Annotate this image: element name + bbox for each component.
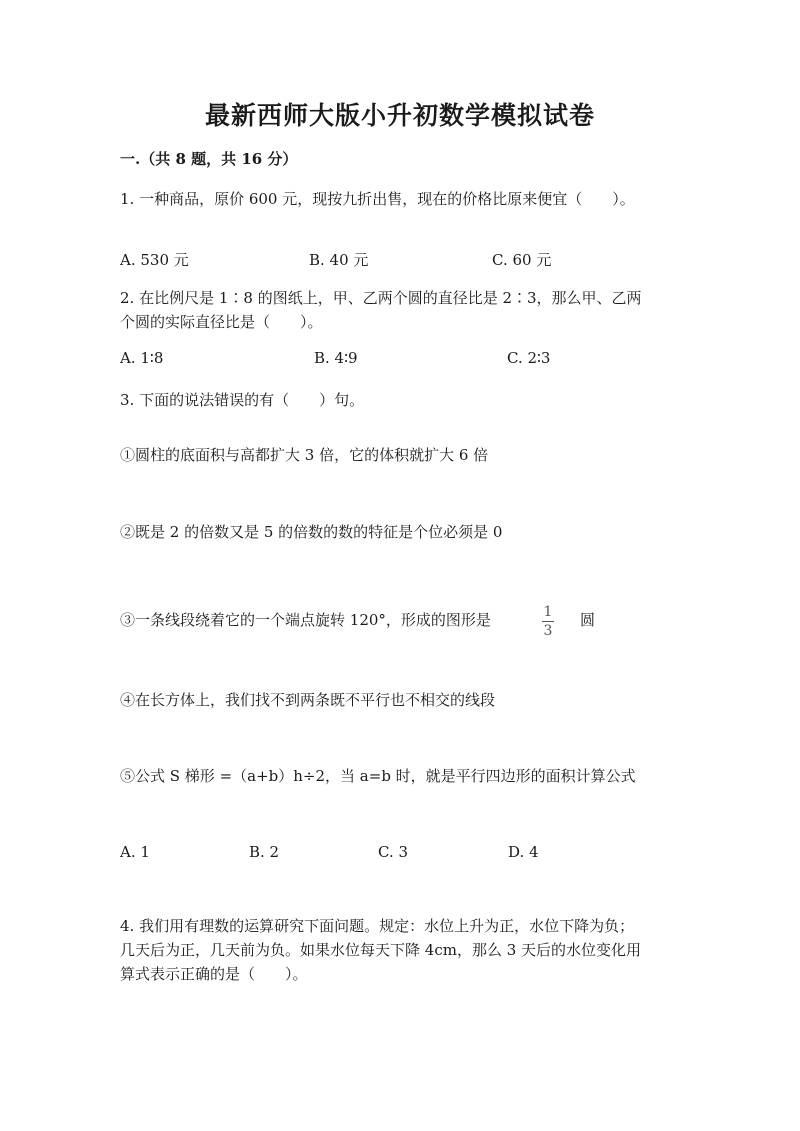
question-2-option-b: B. 4∶9 xyxy=(314,349,358,367)
question-3-option-c: C. 3 xyxy=(378,843,409,861)
question-4-stem-line-1: 4. 我们用有理数的运算研究下面问题。规定：水位上升为正，水位下降为负； xyxy=(120,917,635,935)
question-2-stem-line-1: 2. 在比例尺是 1∶8 的图纸上，甲、乙两个圆的直径比是 2∶3，那么甲、乙两 xyxy=(120,289,642,307)
question-2-option-c: C. 2∶3 xyxy=(507,349,551,367)
question-1-option-b: B. 40 元 xyxy=(309,251,369,269)
statement-3-suffix: 圆 xyxy=(580,611,596,629)
question-2-option-a: A. 1∶8 xyxy=(120,349,164,367)
section-heading: 一.（共 8 题，共 16 分） xyxy=(120,150,298,168)
question-3-statement-4: ④在长方体上，我们找不到两条既不平行也不相交的线段 xyxy=(120,691,496,709)
question-3-stem: 3. 下面的说法错误的有（ ）句。 xyxy=(120,391,365,409)
question-2-stem-line-2: 个圆的实际直径比是（ ）。 xyxy=(120,313,323,331)
question-3-statement-1: ①圆柱的底面积与高都扩大 3 倍，它的体积就扩大 6 倍 xyxy=(120,446,489,464)
question-1-option-c: C. 60 元 xyxy=(492,251,552,269)
fraction-denominator: 3 xyxy=(543,623,553,639)
fraction-numerator: 1 xyxy=(543,604,553,620)
fraction-one-third xyxy=(542,601,554,639)
question-3-option-d: D. 4 xyxy=(508,843,539,861)
question-3-option-a: A. 1 xyxy=(120,843,150,861)
page-title: 最新西师大版小升初数学模拟试卷 xyxy=(204,101,595,130)
question-3-statement-5: ⑤公式 S 梯形 =（a+b）h÷2，当 a=b 时，就是平行四边形的面积计算公式 xyxy=(120,767,636,785)
question-3-statement-3 xyxy=(120,609,491,630)
question-3-option-b: B. 2 xyxy=(249,843,280,861)
question-3-statement-2: ②既是 2 的倍数又是 5 的倍数的数的特征是个位必须是 0 xyxy=(120,523,503,541)
statement-3-text: ③一条线段绕着它的一个端点旋转 120°，形成的图形是 xyxy=(120,611,491,629)
fraction-bar xyxy=(542,621,554,622)
question-4-stem-line-2: 几天后为正，几天前为负。如果水位每天下降 4cm，那么 3 天后的水位变化用 xyxy=(120,941,642,959)
question-1-option-a: A. 530 元 xyxy=(120,251,189,269)
question-1-stem: 1. 一种商品，原价 600 元，现按九折出售，现在的价格比原来便宜（ ）。 xyxy=(120,190,635,208)
question-4-stem-line-3: 算式表示正确的是（ ）。 xyxy=(120,965,308,983)
